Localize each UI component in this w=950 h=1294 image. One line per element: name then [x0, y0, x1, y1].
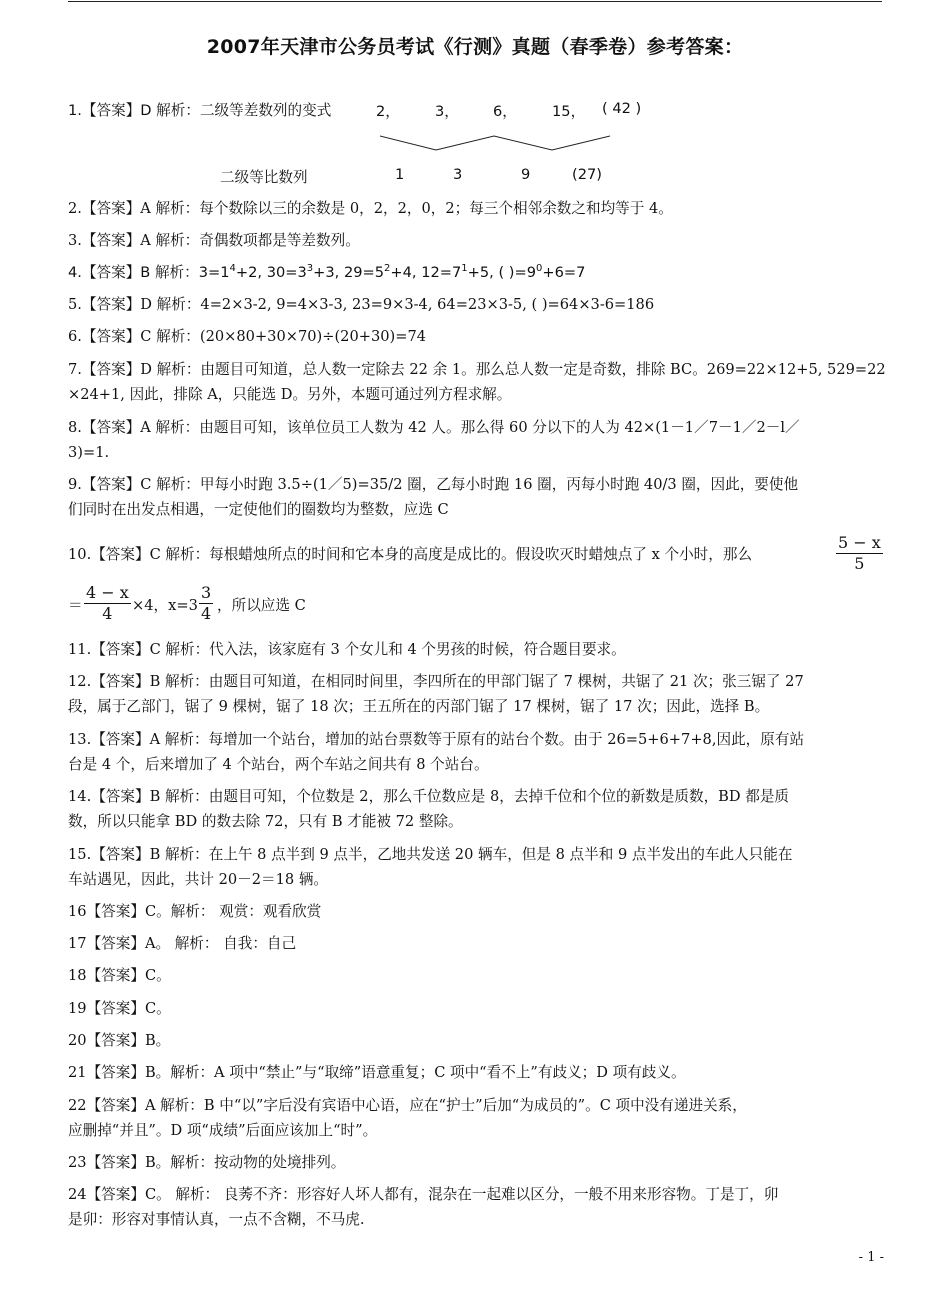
answer-line-q15: 15.【答案】B 解析：在上午 8 点半到 9 点半，乙地共发送 20 辆车，但是 8 点半和 9 点半发出的车此人只能在	[68, 846, 793, 863]
answer-line-q18: 18【答案】C。	[68, 967, 171, 984]
q1-top-term: 6，	[493, 103, 517, 120]
fraction-numerator: 3	[201, 583, 212, 602]
q1-top-term: ( 42 )	[602, 100, 642, 117]
fraction-5-minus-x-over-5	[836, 533, 883, 574]
q4-text: +2, 30=3	[235, 264, 307, 281]
answer-line-q9-cont: 们同时在出发点相遇，一定使他们的圈数均为整数，应选 C	[68, 501, 449, 518]
answer-line-q10: 10.【答案】C 解析：每根蜡烛所点的时间和它本身的高度是成比的。假设吹灭时蜡烛点了 x 个小时，那么	[68, 546, 753, 563]
q1-bottom-term: 1	[395, 166, 405, 183]
answer-line-q22: 22【答案】A 解析：B 中“以”字后没有宾语中心语，应在“护士”后加“为成员的”。C 项中没有递进关系，	[68, 1097, 747, 1114]
answer-line-q7: 7.【答案】D 解析：由题目可知道，总人数一定除去 22 余 1。那么总人数一定是奇数，排除 BC。269=22×12+5, 529=22	[68, 361, 886, 378]
q10-tail: ，所以应选 C	[217, 597, 306, 614]
answer-line-q6: 6.【答案】C 解析：(20×80+30×70)÷(20+30)=74	[68, 328, 427, 345]
q4-exponent: 2	[384, 263, 391, 275]
q4-exponent: 3	[306, 263, 314, 275]
answer-line-q4	[68, 262, 882, 284]
q4-text: 4.【答案】B 解析：3=1	[68, 264, 230, 281]
q1-bottom-term: 9	[521, 166, 531, 183]
answer-line-q8: 8.【答案】A 解析：由题目可知，该单位员工人数为 42 人。那么得 60 分以下的人为 42×(1－1／7－1／2－l／	[68, 419, 800, 436]
answer-line-q20: 20【答案】B。	[68, 1032, 171, 1049]
q1-prefix: 1.【答案】D 解析：二级等差数列的变式	[68, 102, 332, 119]
answer-line-q16: 16【答案】C。解析： 观赏：观看欣赏	[68, 903, 322, 920]
fraction-numerator: 5 − x	[838, 533, 881, 552]
q1-bottom-label: 二级等比数列	[220, 169, 308, 186]
fraction-4-minus-x-over-4	[84, 583, 131, 624]
answer-line-q19: 19【答案】C。	[68, 1000, 171, 1017]
fraction-denominator: 4	[201, 604, 212, 623]
answer-line-q2: 2.【答案】A 解析：每个数除以三的余数是 0，2，2，0，2；每三个相邻余数之和均等于 4。	[68, 200, 673, 217]
answer-line-q13: 13.【答案】A 解析：每增加一个站台，增加的站台票数等于原有的站台个数。由于 26=5+6+7+8,因此，原有站	[68, 731, 805, 748]
answer-line-q7-cont: ×24+1, 因此，排除 A，只能选 D。另外，本题可通过列方程求解。	[68, 386, 512, 403]
answer-line-q24-cont: 是卯：形容对事情认真，一点不含糊，不马虎.	[68, 1211, 365, 1228]
answer-line-q21: 21【答案】B。解析：A 项中“禁止”与“取缔”语意重复；C 项中“看不上”有歧义；D 项有歧义。	[68, 1064, 686, 1081]
answer-line-q9: 9.【答案】C 解析：甲每小时跑 3.5÷(1／5)=35/2 圈，乙每小时跑 16 圈，丙每小时跑 40/3 圈，因此，要使他	[68, 476, 799, 493]
q4-exponent: 4	[229, 263, 236, 275]
page-number: - 1 -	[858, 1250, 884, 1265]
q4-exponent: 1	[461, 263, 468, 275]
q1-bottom-term: 3	[453, 166, 463, 183]
answer-line-q22-cont: 应删掉“并且”。D 项“成绩”后面应该加上“时”。	[68, 1122, 378, 1139]
q1-top-term: 15，	[552, 103, 586, 120]
q4-text: +3, 29=5	[313, 264, 385, 281]
page-title: 2007年天津市公务员考试《行测》真题（春季卷）参考答案：	[206, 36, 744, 58]
q1-top-term: 2，	[376, 103, 400, 120]
fraction-3-over-4	[199, 583, 213, 624]
q1-bottom-term: (27)	[572, 166, 602, 183]
answer-line-q17: 17【答案】A。 解析： 自我：自己	[68, 935, 297, 952]
top-rule	[68, 1, 882, 2]
answer-line-q11: 11.【答案】C 解析：代入法，该家庭有 3 个女儿和 4 个男孩的时候，符合题目要求。	[68, 641, 626, 658]
answer-line-q5: 5.【答案】D 解析：4=2×3-2, 9=4×3-3, 23=9×3-4, 64=23×3-5, ( )=64×3-6=186	[68, 296, 655, 313]
answer-line-q14: 14.【答案】B 解析：由题目可知，个位数是 2，那么千位数应是 8，去掉千位和个位的新数是质数，BD 都是质	[68, 788, 790, 805]
fraction-numerator: 4 − x	[86, 583, 129, 602]
difference-zigzag-diagram	[378, 132, 618, 156]
q10-equals: ＝	[68, 597, 83, 614]
answer-line-q8-cont: 3)=1.	[68, 444, 110, 461]
answer-line-q3: 3.【答案】A 解析：奇偶数项都是等差数列。	[68, 232, 360, 249]
answer-line-q14-cont: 数，所以只能拿 BD 的数去除 72，只有 B 才能被 72 整除。	[68, 813, 463, 830]
q4-text: +5, ( )=9	[467, 264, 536, 281]
q1-top-term: 3，	[435, 103, 459, 120]
answer-line-q24: 24【答案】C。 解析： 良莠不齐：形容好人坏人都有，混杂在一起难以区分，一般不用来形容物。丁是丁，卯	[68, 1186, 779, 1203]
answer-line-q13-cont: 台是 4 个，后来增加了 4 个站台，两个车站之间共有 8 个站台。	[68, 756, 489, 773]
q4-text: +6=7	[542, 264, 586, 281]
answer-line-q15-cont: 车站遇见，因此，共计 20－2＝18 辆。	[68, 871, 329, 888]
answer-line-q12: 12.【答案】B 解析：由题目可知道，在相同时间里，李四所在的甲部门锯了 7 棵树，共锯了 21 次；张三锯了 27	[68, 673, 804, 690]
q4-text: +4, 12=7	[390, 264, 462, 281]
answer-line-q23: 23【答案】B。解析：按动物的处境排列。	[68, 1154, 346, 1171]
fraction-denominator: 5	[854, 554, 865, 573]
fraction-denominator: 4	[102, 604, 113, 623]
q10-times: ×4，x=3	[132, 597, 198, 614]
answer-line-q12-cont: 段，属于乙部门，锯了 9 棵树，锯了 18 次；王五所在的丙部门锯了 17 棵树，锯了 17 次；因此，选择 B。	[68, 698, 770, 715]
q4-exponent: 0	[536, 263, 543, 275]
